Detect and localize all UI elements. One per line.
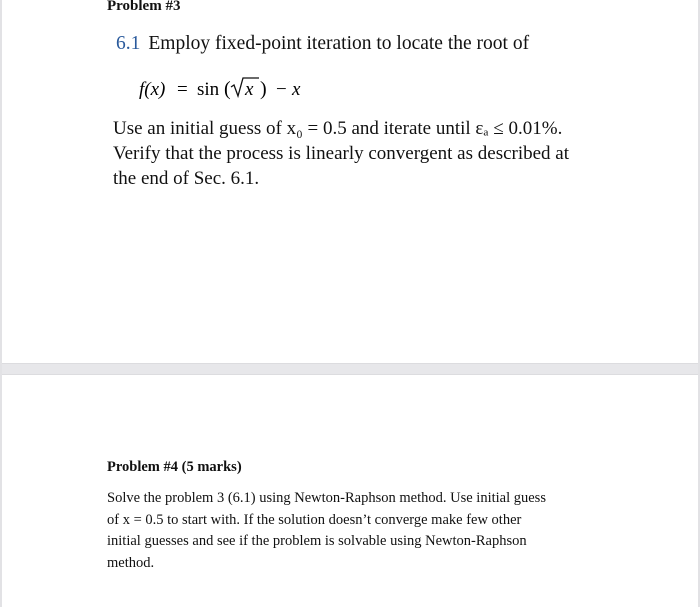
formula-minus: − bbox=[276, 79, 287, 100]
formula-left-paren: ( bbox=[224, 78, 231, 100]
problem-statement bbox=[116, 32, 529, 56]
body-line: initial guesses and see if the problem is solvable using Newton-Raphson bbox=[107, 533, 527, 549]
body-line: Solve the problem 3 (6.1) using Newton-Raphson method. Use initial guess bbox=[107, 490, 546, 506]
formula-rhs: x bbox=[292, 79, 301, 100]
problem-3-title: Problem #3 bbox=[107, 0, 181, 14]
body-line: of x = 0.5 to start with. If the solution doesn’t converge make few other bbox=[107, 511, 522, 528]
formula-equals: = bbox=[177, 79, 188, 100]
page-separator bbox=[0, 363, 700, 375]
problem-3-description bbox=[113, 116, 673, 191]
description-line: the end of Sec. 6.1. bbox=[113, 168, 260, 189]
formula-radicand: x bbox=[245, 79, 254, 100]
problem-statement-text: Employ fixed-point iteration to locate the root of bbox=[148, 33, 530, 54]
problem-number: 6.1 bbox=[116, 33, 141, 54]
formula-right-paren: ) bbox=[260, 78, 267, 100]
description-line: Verify that the process is linearly convergent as described at bbox=[113, 143, 570, 164]
function-formula bbox=[139, 71, 329, 105]
formula-function: sin bbox=[197, 79, 220, 100]
formula-lhs: f(x) bbox=[139, 79, 166, 100]
problem-4-title: Problem #4 (5 marks) bbox=[107, 459, 242, 475]
body-line: method. bbox=[107, 554, 155, 571]
problem-4-body bbox=[107, 488, 607, 574]
description-line: Use an initial guess of x₀ = 0.5 and iterate until εₐ ≤ 0.01%. bbox=[113, 118, 563, 139]
left-page-edge bbox=[0, 0, 2, 607]
